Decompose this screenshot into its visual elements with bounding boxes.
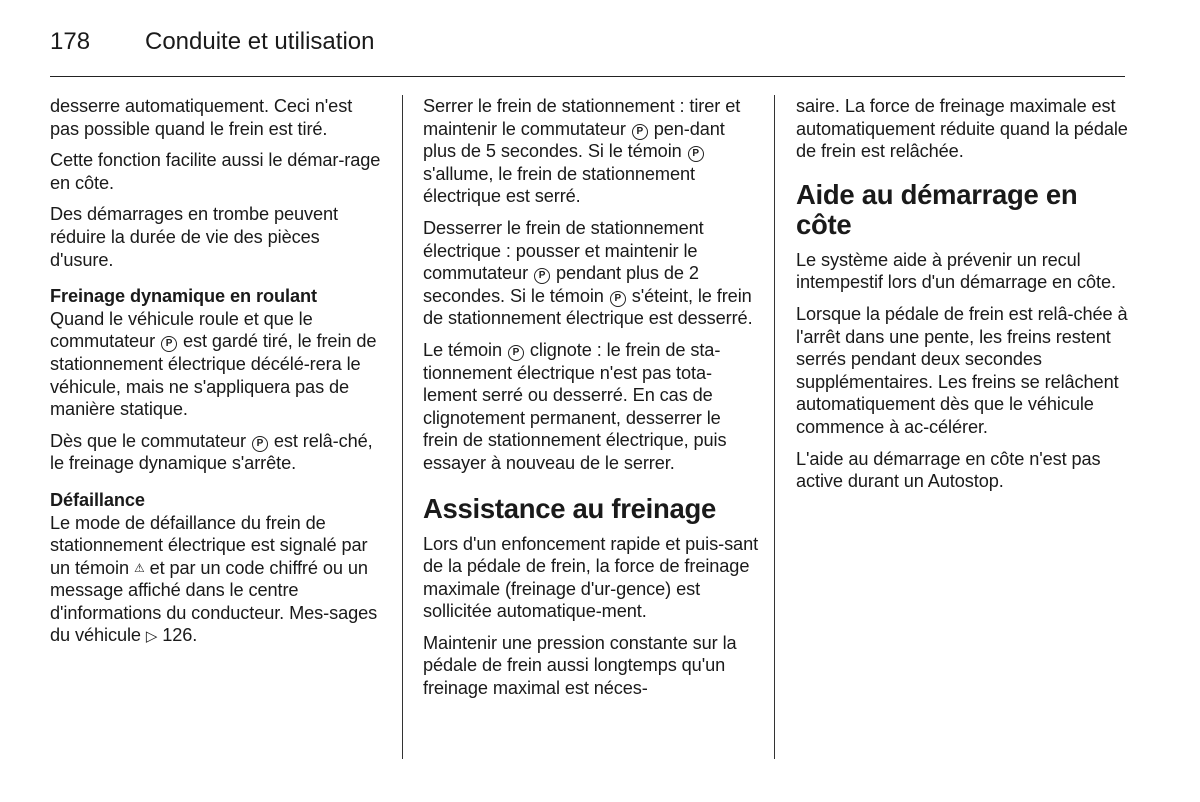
section-title: Conduite et utilisation [145, 28, 375, 55]
subheading-dynamic-braking: Freinage dynamique en roulant [50, 286, 317, 307]
column-2 [423, 95, 759, 709]
page-number: 178 [50, 28, 91, 55]
heading-brake-assist: Assistance au freinage [423, 492, 716, 524]
paragraph: Le système aide à prévenir un recul intempestif lors d'un démarrage en côte. [796, 249, 1116, 293]
paragraph: Dès que le commutateur P est relâ-ché, le freinage dynamique s'arrête. [50, 430, 373, 474]
warning-lamp-icon: ⚠ [133, 560, 145, 575]
parking-brake-icon: P [534, 268, 550, 284]
paragraph: Desserrer le frein de stationnement électrique : pousser et maintenir le commutateur P pendant plus de 2 secondes. Si le témoin P s'éteint, le frein de stationnement électrique est desserré. [423, 217, 753, 329]
paragraph: Cette fonction facilite aussi le démar-rage en côte. [50, 150, 381, 193]
paragraph: L'aide au démarrage en côte n'est pas active durant un Autostop. [796, 448, 1101, 492]
reference-arrow-icon: ▷ [145, 628, 158, 646]
parking-brake-icon: P [610, 291, 626, 307]
page-reference-link[interactable]: 126. [162, 625, 198, 646]
parking-brake-icon: P [161, 336, 177, 352]
column-1 [50, 95, 386, 658]
paragraph: Le témoin P clignote : le frein de sta-tionnement électrique n'est pas tota-lement serré ou desserré. En cas de clignotement permanent, desserrer le frein de stationnement électrique, puis essayer à nouveau de le serrer. [423, 339, 727, 473]
paragraph: Quand le véhicule roule et que le commutateur P est gardé tiré, le frein de stationnement électrique décélé-rera le véhicule, mais ne s'appliquera pas de manière statique. [50, 308, 377, 420]
column-divider [774, 95, 775, 759]
heading-hill-start-assist: Aide au démarrage en côte [796, 178, 1078, 240]
paragraph: Le mode de défaillance du frein de stationnement électrique est signalé par un témoin ⚠ et par un code chiffré ou un message affiché dans le centre d'informations du conducteur. Mes-sages du véhicule ▷ 126. [50, 512, 386, 650]
paragraph: saire. La force de freinage maximale est automatiquement réduite quand la pédale de frein est relâchée. [796, 96, 1128, 162]
paragraph: Serrer le frein de stationnement : tirer et maintenir le commutateur P pen-dant plus de 5 secondes. Si le témoin P s'allume, le frein de stationnement électrique est serré. [423, 96, 741, 207]
column-divider [402, 95, 403, 759]
parking-brake-icon: P [632, 124, 648, 140]
parking-brake-icon: P [688, 146, 704, 162]
paragraph: Lorsque la pédale de frein est relâ-chée à l'arrêt dans une pente, les freins restent serrés pendant deux secondes supplémentaires. Les freins se relâchent automatiquement dès que le véhicule commence à ac-célérer. [796, 303, 1128, 437]
subheading-failure: Défaillance [50, 489, 145, 510]
paragraph: Lors d'un enfoncement rapide et puis-sant de la pédale de frein, la force de freinage maximale (freinage d'ur-gence) est sollicitée automatique-ment. [423, 533, 759, 622]
page-header [50, 24, 1125, 77]
parking-brake-icon: P [252, 436, 268, 452]
paragraph: Maintenir une pression constante sur la pédale de frein aussi longtemps qu'un freinage maximal est néces- [423, 632, 737, 699]
paragraph: desserre automatiquement. Ceci n'est pas possible quand le frein est tiré. [50, 96, 353, 139]
paragraph: Des démarrages en trombe peuvent réduire la durée de vie des pièces d'usure. [50, 204, 338, 270]
column-3 [796, 95, 1132, 502]
parking-brake-icon: P [508, 345, 524, 361]
